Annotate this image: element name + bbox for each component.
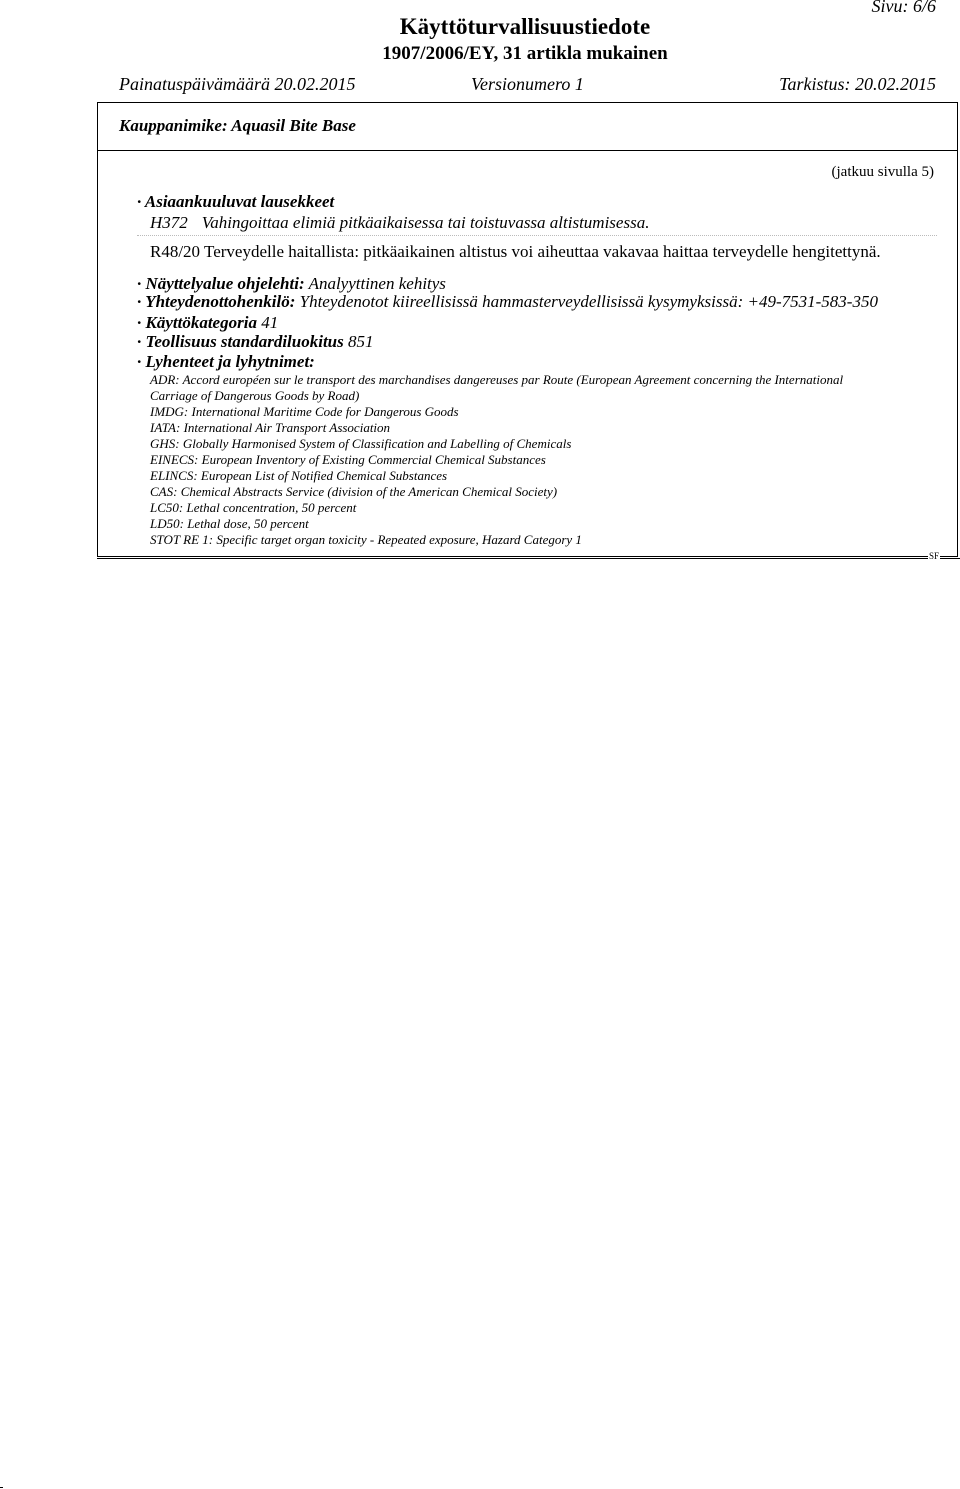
industry-label: · Teollisuus standardiluokitus: [137, 332, 344, 351]
header-divider: [97, 102, 957, 103]
abbreviation-line: IMDG: International Maritime Code for Dangerous Goods: [150, 404, 459, 419]
revision-date: Tarkistus: 20.02.2015: [779, 74, 936, 94]
category-value: 41: [261, 313, 279, 332]
phrase-h372-code: H372: [150, 213, 188, 232]
document-title: Käyttöturvallisuustiedote: [399, 14, 651, 39]
abbreviation-line: CAS: Chemical Abstracts Service (division of the American Chemical Society): [150, 484, 558, 499]
issuer-row: [137, 274, 446, 294]
phrase-h372: [150, 213, 649, 233]
industry-value: 851: [348, 332, 374, 351]
category-row: [137, 313, 278, 333]
continued-note: (jatkuu sivulla 5): [831, 164, 934, 180]
abbreviation-line: ADR: Accord européen sur le transport des marchandises dangereuses par Route (European Agreement concerning the International: [150, 372, 844, 387]
trade-name: Kauppanimike: Aquasil Bite Base: [119, 116, 356, 135]
corner-tick: [0, 1487, 3, 1488]
industry-row: [137, 332, 374, 352]
abbreviation-line: LD50: Lethal dose, 50 percent: [150, 516, 309, 531]
abbreviations-heading: · Lyhenteet ja lyhytnimet:: [137, 352, 315, 371]
abbreviation-line: STOT RE 1: Specific target organ toxicity - Repeated exposure, Hazard Category 1: [150, 532, 582, 547]
language-code: SF: [929, 551, 940, 561]
issuer-label: · Näyttelyalue ohjelehti:: [137, 274, 305, 293]
document-subtitle: 1907/2006/EY, 31 artikla mukainen: [382, 43, 668, 64]
abbreviation-line: EINECS: European Inventory of Existing Commercial Chemical Substances: [150, 452, 546, 467]
abbreviation-line: ELINCS: European List of Notified Chemical Substances: [150, 468, 448, 483]
abbreviation-line: Carriage of Dangerous Goods by Road): [150, 388, 360, 403]
phrases-heading: · Asiaankuuluvat lausekkeet: [137, 192, 335, 211]
version-number: Versionumero 1: [471, 74, 584, 94]
trade-name-divider: [97, 150, 957, 151]
phrase-r48: R48/20 Terveydelle haitallista: pitkäaikainen altistus voi aiheuttaa vakavaa haittaa terveydelle hengitettynä.: [150, 242, 881, 261]
print-date: Painatuspäivämäärä 20.02.2015: [119, 74, 356, 94]
phrase-separator: [137, 235, 937, 236]
category-label: · Käyttökategoria: [137, 313, 257, 332]
abbreviation-line: GHS: Globally Harmonised System of Classification and Labelling of Chemicals: [150, 436, 572, 451]
issuer-value: Analyyttinen kehitys: [308, 274, 446, 293]
phrase-h372-text: Vahingoittaa elimiä pitkäaikaisessa tai toistuvassa altistumisessa.: [201, 213, 650, 232]
abbreviation-line: IATA: International Air Transport Association: [150, 420, 391, 435]
page-number: Sivu: 6/6: [871, 0, 936, 16]
contact-row: [137, 292, 878, 312]
abbreviation-line: LC50: Lethal concentration, 50 percent: [150, 500, 357, 515]
contact-value: Yhteydenotot kiireellisissä hammasterveydellisissä kysymyksissä: +49-7531-583-350: [299, 292, 878, 311]
contact-label: · Yhteydenottohenkilö:: [137, 292, 296, 311]
footer-divider: [97, 558, 960, 559]
